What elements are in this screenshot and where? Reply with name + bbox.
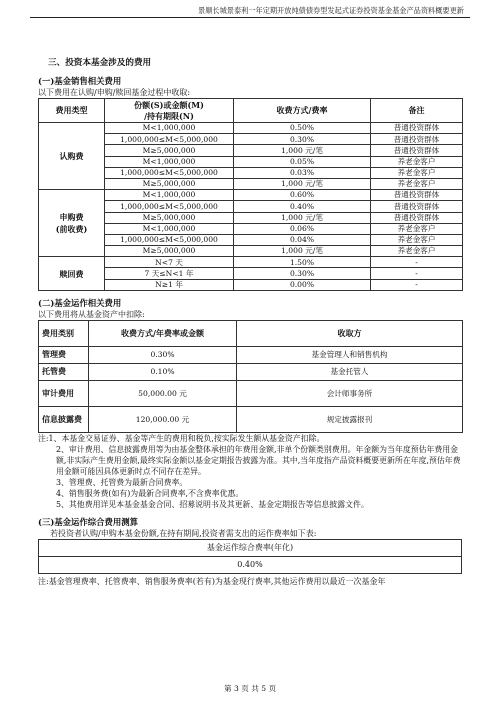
- amount-cell: 7 天≤N<1 年: [105, 268, 234, 279]
- header-amount-line2: /持有期限(N): [144, 110, 194, 121]
- operation-note-3: 3、管理费、托管费为最新合同费率。: [56, 477, 188, 487]
- combined-fee-title: (三)基金运作综合费用测算: [38, 516, 139, 527]
- fee-item-cell: 托管费: [39, 363, 89, 380]
- operation-note-1: 注:1、本基金交易证券、基金等产生的费用和税负,按实际发生额从基金资产扣除。: [38, 433, 325, 443]
- rate-cell: 0.60%: [234, 190, 371, 201]
- sales-fee-intro: 以下费用在认购/申购/赎回基金过程中收取:: [38, 88, 191, 97]
- note-cell: -: [371, 268, 463, 279]
- rate-cell: 0.05%: [234, 156, 371, 167]
- note-cell: 普通投资群体: [371, 190, 463, 201]
- combined-value-cell: 0.40%: [39, 556, 462, 573]
- table-row: [39, 190, 463, 201]
- note-cell: -: [371, 257, 463, 268]
- rate-cell: 0.06%: [234, 223, 371, 234]
- combined-fee-intro: 若投资者认购/申购本基金份额,在持有期间,投资者需支出的运作费率如下表:: [50, 528, 317, 538]
- header-fee-item: 费用类别: [39, 320, 89, 346]
- fee-item-cell: 审计费用: [39, 380, 89, 406]
- header-amount: [105, 99, 234, 123]
- operation-fee-title: (二)基金运作相关费用: [38, 297, 122, 308]
- amount-cell: M<1,000,000: [105, 223, 234, 234]
- fee-receiver-cell: 基金管理人和销售机构: [237, 346, 463, 363]
- amount-cell: M≥5,000,000: [105, 212, 234, 223]
- amount-cell: M≥5,000,000: [105, 145, 234, 156]
- operation-fee-intro: 以下费用将从基金资产中扣除:: [38, 309, 145, 319]
- amount-cell: M<1,000,000: [105, 123, 234, 134]
- combined-fee-table: [38, 539, 462, 574]
- amount-cell: 1,000,000≤M<5,000,000: [105, 134, 234, 145]
- fee-value-cell: 0.10%: [89, 363, 237, 380]
- page-header: [30, 4, 470, 18]
- rate-cell: 0.00%: [234, 279, 371, 290]
- page-footer: 第 3 页 共 5 页: [223, 684, 277, 693]
- note-cell: 普通投资群体: [371, 201, 463, 212]
- header-text: 景顺长城景泰利一年定期开放纯债债券型发起式证券投资基金基金产品资料概要更新: [198, 6, 464, 15]
- rate-cell: 0.30%: [234, 268, 371, 279]
- amount-cell: 1,000,000≤M<5,000,000: [105, 167, 234, 178]
- table-header-row: [39, 320, 463, 346]
- category-purchase: [39, 190, 105, 257]
- category-purchase-line1: 申购费: [59, 212, 84, 223]
- note-cell: 养老金客户: [371, 223, 463, 234]
- note-cell: 普通投资群体: [371, 145, 463, 156]
- category-purchase-line2: (前收费): [55, 224, 88, 235]
- table-row: [39, 380, 463, 406]
- fee-value-cell: 0.30%: [89, 346, 237, 363]
- amount-cell: M<1,000,000: [105, 190, 234, 201]
- table-header-row: [39, 99, 463, 123]
- fee-receiver-cell: 规定披露报刊: [237, 406, 463, 432]
- page-content: [38, 55, 462, 587]
- amount-cell: N<7 天: [105, 257, 234, 268]
- amount-cell: M≥5,000,000: [105, 178, 234, 189]
- sales-fee-table: [38, 98, 463, 291]
- operation-note-2: 2、审计费用、信息披露费用等为由基金整体承担的年费用金额,非单个份额类别费用。年金额为当年度预估年费用金额,非实际产生费用金额,最终实际金额以基金定期报告披露为准。其中,当年度指产品资料概要更新所在年度,预估年费用金额可能因具体更新时点不同存在差异。: [56, 444, 461, 476]
- amount-cell: 1,000,000≤M<5,000,000: [105, 201, 234, 212]
- header-fee-receiver: 收取方: [237, 320, 463, 346]
- fee-receiver-cell: 会计师事务所: [237, 380, 463, 406]
- table-row: [39, 257, 463, 268]
- note-cell: 普通投资群体: [371, 134, 463, 145]
- operation-note-5: 5、其他费用详见本基金基金合同、招募说明书及其更新、基金定期报告等信息披露文件。: [56, 499, 369, 509]
- combined-fee-note: 注:基金管理费率、托管费率、销售服务费率(若有)为基金现行费率,其他运作费用以最近一次基金年: [38, 576, 386, 586]
- rate-cell: 1.50%: [234, 257, 371, 268]
- fee-item-cell: 管理费: [39, 346, 89, 363]
- section-title: 三、投资本基金涉及的费用: [48, 58, 152, 68]
- note-cell: 养老金客户: [371, 246, 463, 257]
- rate-cell: 1,000 元/笔: [234, 178, 371, 189]
- fee-value-cell: 50,000.00 元: [89, 380, 237, 406]
- table-row: [39, 123, 463, 134]
- note-cell: -: [371, 279, 463, 290]
- category-subscription: 认购费: [39, 123, 105, 190]
- amount-cell: 1,000,000≤M<5,000,000: [105, 234, 234, 245]
- rate-cell: 1,000 元/笔: [234, 246, 371, 257]
- note-cell: 普通投资群体: [371, 212, 463, 223]
- table-row: [39, 556, 462, 573]
- sales-fee-title: (一)基金销售相关费用: [38, 76, 122, 86]
- category-redemption: 赎回费: [39, 257, 105, 291]
- table-row: [39, 346, 463, 363]
- fee-item-cell: 信息披露费: [39, 406, 89, 432]
- table-header-row: [39, 539, 462, 556]
- rate-cell: 0.50%: [234, 123, 371, 134]
- rate-cell: 0.30%: [234, 134, 371, 145]
- rate-cell: 0.03%: [234, 167, 371, 178]
- rate-cell: 0.40%: [234, 201, 371, 212]
- combined-header-cell: 基金运作综合费率(年化): [39, 539, 462, 556]
- amount-cell: N≥1 年: [105, 279, 234, 290]
- header-fee-method: 收费方式/年费率或金额: [89, 320, 237, 346]
- note-cell: 养老金客户: [371, 156, 463, 167]
- table-row: [39, 406, 463, 432]
- note-cell: 普通投资群体: [371, 123, 463, 134]
- note-cell: 养老金客户: [371, 178, 463, 189]
- operation-note-4: 4、销售服务费(如有)为最新合同费率,不含费率优惠。: [56, 488, 244, 498]
- note-cell: 养老金客户: [371, 234, 463, 245]
- rate-cell: 1,000 元/笔: [234, 145, 371, 156]
- operation-fee-table: [38, 320, 463, 433]
- header-amount-line1: 份额(S)或金额(M): [134, 99, 204, 110]
- table-row: [39, 363, 463, 380]
- fee-value-cell: 120,000.00 元: [89, 406, 237, 432]
- amount-cell: M≥5,000,000: [105, 246, 234, 257]
- amount-cell: M<1,000,000: [105, 156, 234, 167]
- fee-receiver-cell: 基金托管人: [237, 363, 463, 380]
- rate-cell: 1,000 元/笔: [234, 212, 371, 223]
- header-note: 备注: [371, 99, 463, 123]
- rate-cell: 0.04%: [234, 234, 371, 245]
- note-cell: 养老金客户: [371, 167, 463, 178]
- header-fee-type: 费用类型: [39, 99, 105, 123]
- header-method: 收费方式/费率: [234, 99, 371, 123]
